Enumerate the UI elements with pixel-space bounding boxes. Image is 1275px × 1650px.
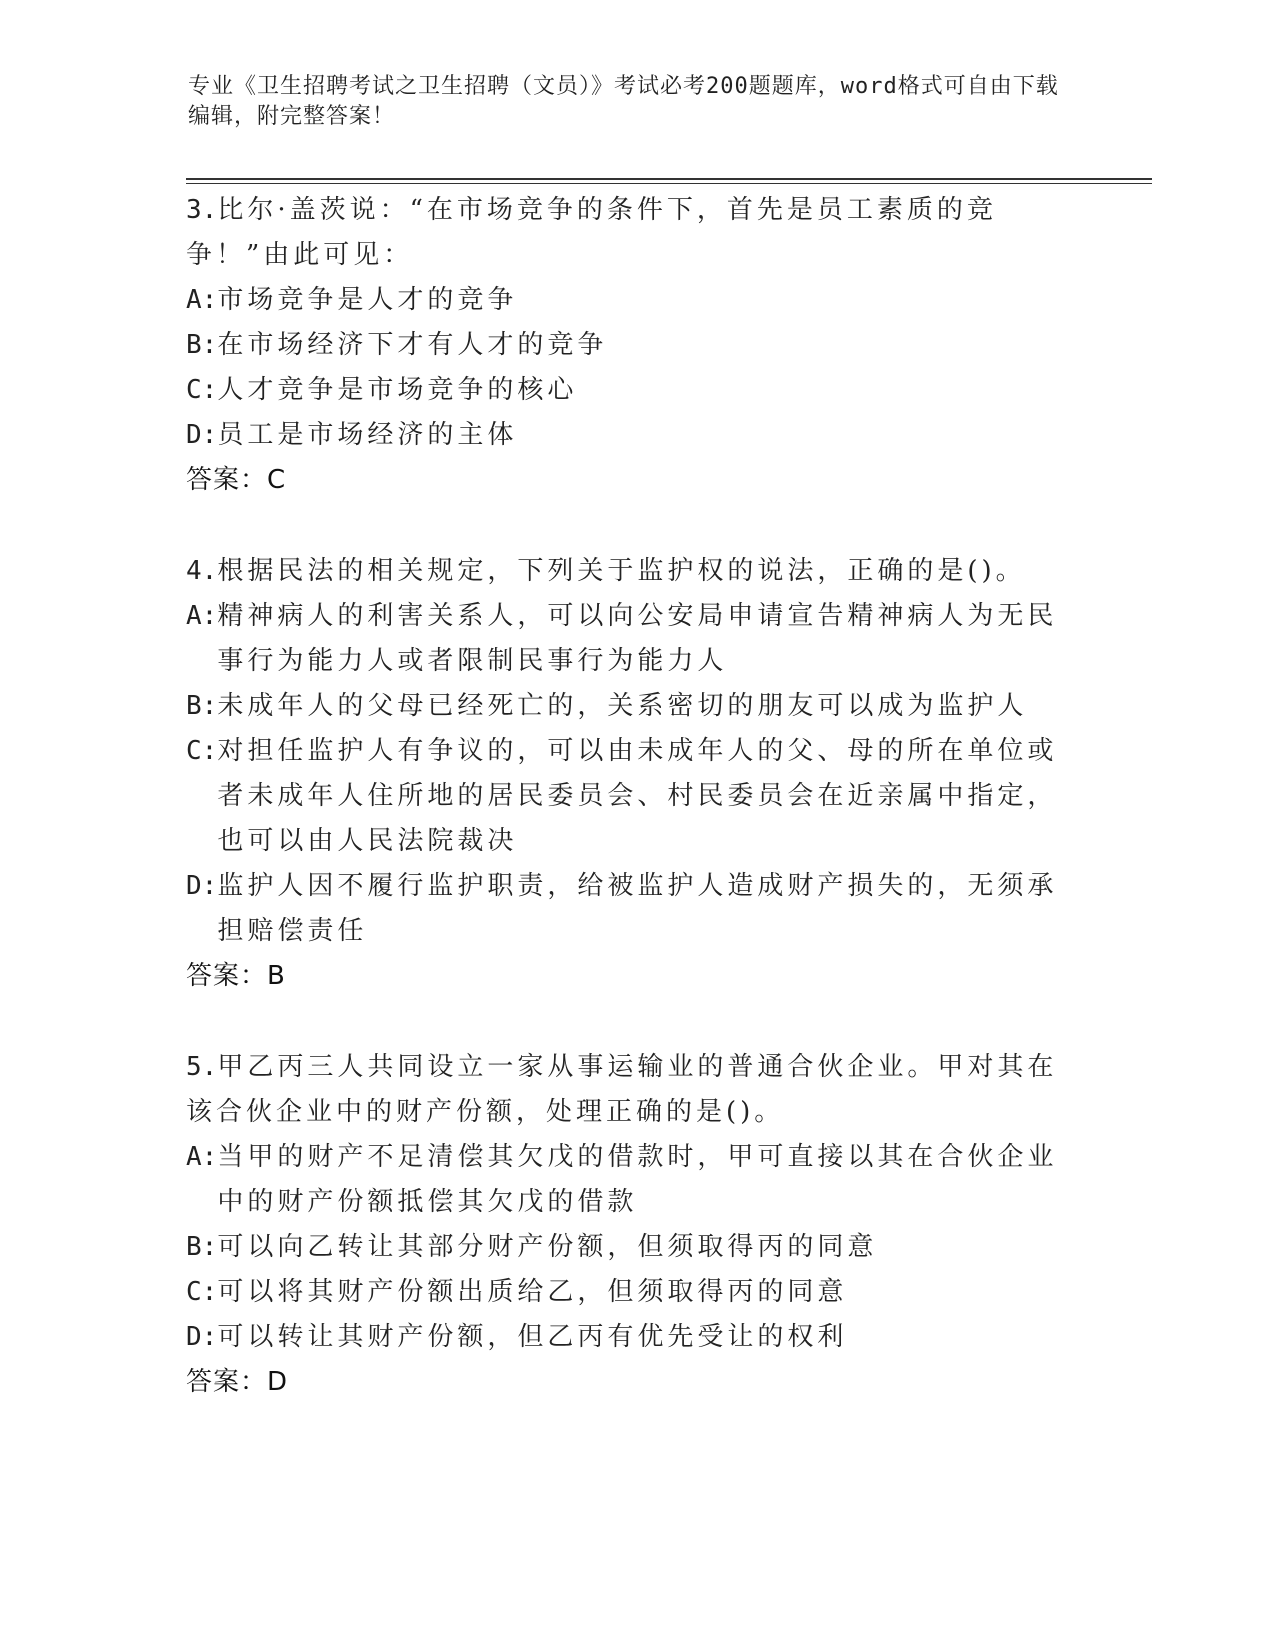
option-c xyxy=(186,1270,1086,1315)
option-d xyxy=(186,413,1086,458)
option-text: 可以转让其财产份额，但乙丙有优先受让的权利 xyxy=(217,1322,848,1352)
question-stem xyxy=(186,188,1086,278)
question-number: 4. xyxy=(186,556,218,586)
option-text: 精神病人的利害关系人，可以向公安局申请宣告精神病人为无民事行为能力人或者限制民事行为能力人 xyxy=(217,601,1058,676)
question-number: 5. xyxy=(186,1052,218,1082)
option-text: 监护人因不履行监护职责，给被监护人造成财产损失的，无须承担赔偿责任 xyxy=(217,871,1058,946)
option-letter: D: xyxy=(186,871,218,901)
option-letter: C: xyxy=(186,375,218,405)
option-text: 员工是市场经济的主体 xyxy=(217,420,518,450)
option-letter: D: xyxy=(186,420,218,450)
answer-line: 答案：B xyxy=(186,961,286,991)
option-letter: B: xyxy=(186,330,218,360)
answer-line: 答案：C xyxy=(186,465,287,495)
option-d xyxy=(186,864,1086,954)
option-b xyxy=(186,1225,1086,1270)
option-letter: A: xyxy=(186,1142,218,1172)
question-4 xyxy=(186,549,1086,999)
option-text: 人才竞争是市场竞争的核心 xyxy=(217,375,578,405)
option-letter: D: xyxy=(186,1322,218,1352)
option-letter: C: xyxy=(186,1277,218,1307)
question-stem xyxy=(186,549,1086,594)
question-list xyxy=(186,188,1086,1451)
option-text: 对担任监护人有争议的，可以由未成年人的父、母的所在单位或者未成年人住所地的居民委员会、村民委员会在近亲属中指定，也可以由人民法院裁决 xyxy=(217,736,1058,856)
option-text: 可以向乙转让其部分财产份额，但须取得丙的同意 xyxy=(217,1232,878,1262)
option-c xyxy=(186,368,1086,413)
header-divider-thin xyxy=(186,183,1152,184)
question-number: 3. xyxy=(186,195,218,225)
option-text: 可以将其财产份额出质给乙，但须取得丙的同意 xyxy=(217,1277,848,1307)
option-letter: A: xyxy=(186,601,218,631)
option-a xyxy=(186,278,1086,323)
question-text: 根据民法的相关规定，下列关于监护权的说法，正确的是()。 xyxy=(217,556,1026,586)
question-text: 比尔·盖茨说：“在市场竞争的条件下，首先是员工素质的竞争！”由此可见： xyxy=(186,195,997,270)
option-letter: B: xyxy=(186,1232,218,1262)
answer-line: 答案：D xyxy=(186,1367,289,1397)
option-text: 在市场经济下才有人才的竞争 xyxy=(217,330,608,360)
header-divider xyxy=(186,178,1152,180)
question-5 xyxy=(186,1045,1086,1405)
option-c xyxy=(186,729,1086,864)
option-a xyxy=(186,594,1086,684)
option-letter: C: xyxy=(186,736,218,766)
question-text: 甲乙丙三人共同设立一家从事运输业的普通合伙企业。甲对其在该合伙企业中的财产份额，处理正确的是()。 xyxy=(186,1052,1058,1127)
document-header: 专业《卫生招聘考试之卫生招聘（文员）》考试必考200题题库，word格式可自由下载编辑，附完整答案！ xyxy=(188,74,1059,129)
option-letter: B: xyxy=(186,691,218,721)
option-b xyxy=(186,323,1086,368)
option-text: 未成年人的父母已经死亡的，关系密切的朋友可以成为监护人 xyxy=(217,691,1028,721)
option-b xyxy=(186,684,1086,729)
option-text: 市场竞争是人才的竞争 xyxy=(217,285,518,315)
option-d xyxy=(186,1315,1086,1360)
question-3 xyxy=(186,188,1086,503)
question-stem xyxy=(186,1045,1086,1135)
option-letter: A: xyxy=(186,285,218,315)
option-a xyxy=(186,1135,1086,1225)
option-text: 当甲的财产不足清偿其欠戊的借款时，甲可直接以其在合伙企业中的财产份额抵偿其欠戊的借款 xyxy=(217,1142,1058,1217)
